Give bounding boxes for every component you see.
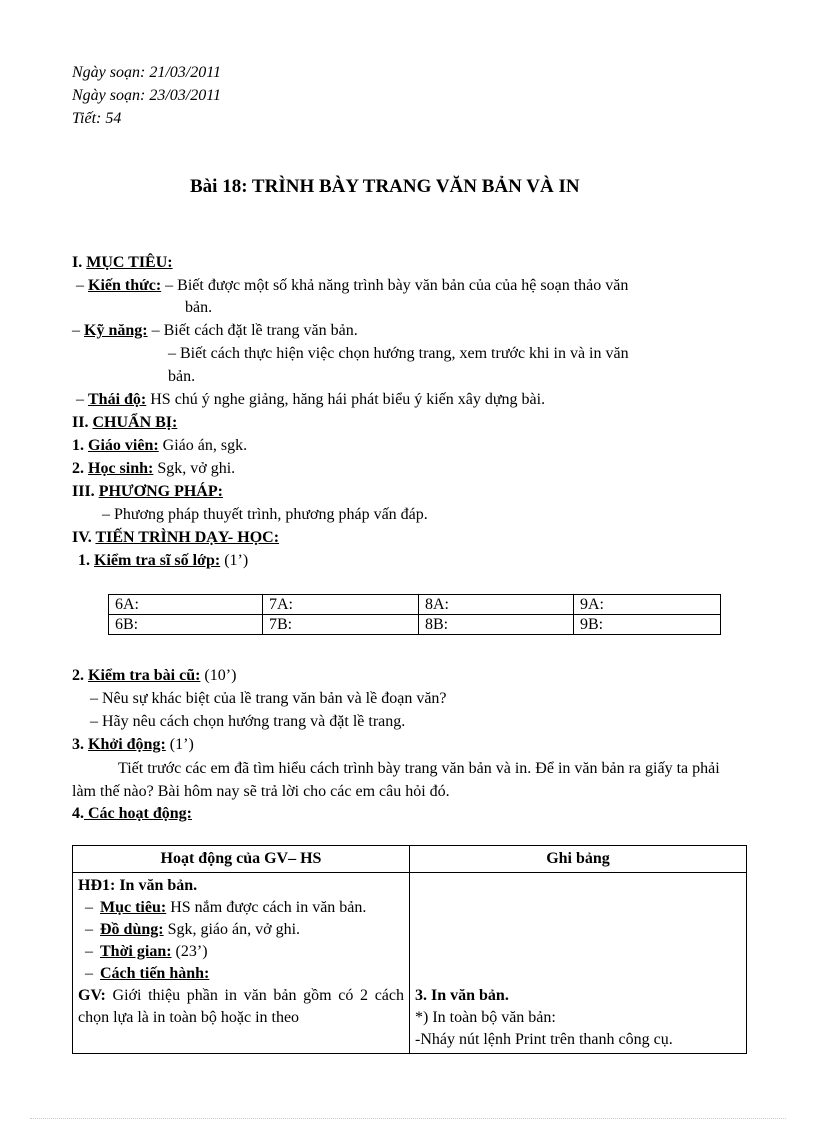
teacher-label: Giáo viên: xyxy=(88,437,159,454)
attendance-line: 1. Kiểm tra sĩ số lớp: (1’) xyxy=(78,552,249,569)
review-question-1: – Nêu sự khác biệt của lề trang văn bản và lề đoạn văn? xyxy=(90,690,447,707)
activity-1-title: HĐ1: In văn bản. xyxy=(78,877,198,894)
section-2-number: II. xyxy=(72,414,93,431)
table-cell: 8B: xyxy=(419,615,574,635)
list-item: – Thời gian: (23’) xyxy=(85,943,208,960)
time-text: (23’) xyxy=(171,943,208,960)
lesson-number: Tiết: 54 xyxy=(72,110,122,127)
column-header-activities: Hoạt động của GV– HS xyxy=(73,846,410,873)
method-text: – Phương pháp thuyết trình, phương pháp vấn đáp. xyxy=(102,506,428,523)
section-3-title: PHƯƠNG PHÁP: xyxy=(98,483,223,500)
skills-label: Kỹ năng: xyxy=(84,322,148,339)
teacher-text: Giáo án, sgk. xyxy=(158,437,248,454)
warmup-paragraph: Tiết trước các em đã tìm hiểu cách trình bày trang văn bản và in. Để in văn bản ra giấy ta phải làm thế nào? Bài hôm nay sẽ trả lời cho các em câu hỏi đó. xyxy=(72,760,720,800)
skills-text-3: bản. xyxy=(168,368,196,385)
materials-label: Đồ dùng: xyxy=(100,921,164,938)
table-cell: 6A: xyxy=(109,595,263,615)
board-heading: 3. In văn bản. xyxy=(415,987,509,1004)
teacher-line: 1. Giáo viên: Giáo án, sgk. xyxy=(72,437,248,454)
gv-text: Giới thiệu phần in văn bản gồm có 2 cách chọn lựa là in toàn bộ hoặc in theo xyxy=(78,987,404,1026)
student-line: 2. Học sinh: Sgk, vở ghi. xyxy=(72,460,236,477)
knowledge-text-cont: bản. xyxy=(185,299,213,316)
table-cell: 7B: xyxy=(263,615,419,635)
objective-label: Mục tiêu: xyxy=(100,899,167,916)
board-line-1: *) In toàn bộ văn bản: xyxy=(415,1009,556,1026)
knowledge-line: – Kiến thức: – Biết được một số khả năng trình bày văn bản của của hệ soạn thảo văn xyxy=(76,277,629,294)
date-prepared-2: Ngày soạn: 23/03/2011 xyxy=(72,87,222,104)
section-4-number: IV. xyxy=(72,529,96,546)
board-cell xyxy=(410,873,747,1054)
table-row xyxy=(109,615,721,635)
section-4-title: TIẾN TRÌNH DẠY- HỌC: xyxy=(95,529,280,546)
table-cell: 6B: xyxy=(109,615,263,635)
table-cell: 7A: xyxy=(263,595,419,615)
list-item: – Đồ dùng: Sgk, giáo án, vở ghi. xyxy=(85,921,301,938)
attitude-text: HS chú ý nghe giảng, hăng hái phát biểu ý kiến xây dựng bài. xyxy=(146,391,546,408)
attitude-line: – Thái độ: HS chú ý nghe giảng, hăng hái phát biểu ý kiến xây dựng bài. xyxy=(76,391,546,408)
date-prepared-1: Ngày soạn: 21/03/2011 xyxy=(72,64,222,81)
section-2-heading xyxy=(72,413,177,433)
student-label: Học sinh: xyxy=(88,460,154,477)
table-cell: 8A: xyxy=(419,595,574,615)
table-row xyxy=(109,595,721,615)
activity-table xyxy=(72,845,747,1054)
section-4-heading xyxy=(72,528,279,548)
objective-text: HS nắm được cách in văn bản. xyxy=(166,899,367,916)
list-item: – Cách tiến hành: xyxy=(85,965,210,982)
column-header-board: Ghi bảng xyxy=(410,846,747,873)
activities-label: Các hoạt động: xyxy=(84,805,193,822)
knowledge-label: Kiến thức: xyxy=(88,277,162,294)
attitude-label: Thái độ: xyxy=(88,391,147,408)
review-line: 2. Kiểm tra bài cũ: (10’) xyxy=(72,667,237,684)
table-cell: 9B: xyxy=(574,615,721,635)
table-row xyxy=(73,873,747,1054)
skills-text: – Biết cách đặt lề trang văn bản. xyxy=(147,322,358,339)
procedure-label: Cách tiến hành: xyxy=(100,965,210,982)
warmup-line: 3. Khởi động: (1’) xyxy=(72,736,194,753)
section-1-heading xyxy=(72,253,173,273)
section-1-number: I. xyxy=(72,254,87,271)
list-item: – Mục tiêu: HS nắm được cách in văn bản. xyxy=(85,899,367,916)
knowledge-text: – Biết được một số khả năng trình bày văn bản của của hệ soạn thảo văn xyxy=(161,277,629,294)
warmup-label: Khởi động: xyxy=(88,736,166,753)
activity-cell xyxy=(73,873,410,1054)
review-label: Kiểm tra bài cũ: xyxy=(88,667,201,684)
attendance-label: Kiểm tra sĩ số lớp: xyxy=(94,552,221,569)
page-title: Bài 18: TRÌNH BÀY TRANG VĂN BẢN VÀ IN xyxy=(190,176,580,197)
skills-line: – Kỹ năng: – Biết cách đặt lề trang văn bản. xyxy=(72,322,358,339)
attendance-time: (1’) xyxy=(220,552,249,569)
section-2-title: CHUẨN BỊ: xyxy=(92,414,178,431)
time-label: Thời gian: xyxy=(100,943,172,960)
table-header-row xyxy=(73,846,747,873)
class-attendance-table xyxy=(108,594,721,635)
section-3-number: III. xyxy=(72,483,99,500)
review-time: (10’) xyxy=(200,667,237,684)
section-3-heading xyxy=(72,482,223,502)
section-1-title: MỤC TIÊU: xyxy=(86,254,173,271)
warmup-time: (1’) xyxy=(165,736,194,753)
table-cell: 9A: xyxy=(574,595,721,615)
review-question-2: – Hãy nêu cách chọn hướng trang và đặt lề trang. xyxy=(90,713,406,730)
board-line-2: -Nháy nút lệnh Print trên thanh công cụ. xyxy=(415,1031,673,1048)
skills-text-2: – Biết cách thực hiện việc chọn hướng trang, xem trước khi in và in văn xyxy=(168,345,629,362)
activities-line: 4. Các hoạt động: xyxy=(72,805,193,822)
student-text: Sgk, vở ghi. xyxy=(153,460,236,477)
teacher-intro xyxy=(78,985,404,1029)
footer-divider xyxy=(30,1118,786,1119)
materials-text: Sgk, giáo án, vở ghi. xyxy=(163,921,301,938)
gv-label: GV: xyxy=(78,987,106,1004)
